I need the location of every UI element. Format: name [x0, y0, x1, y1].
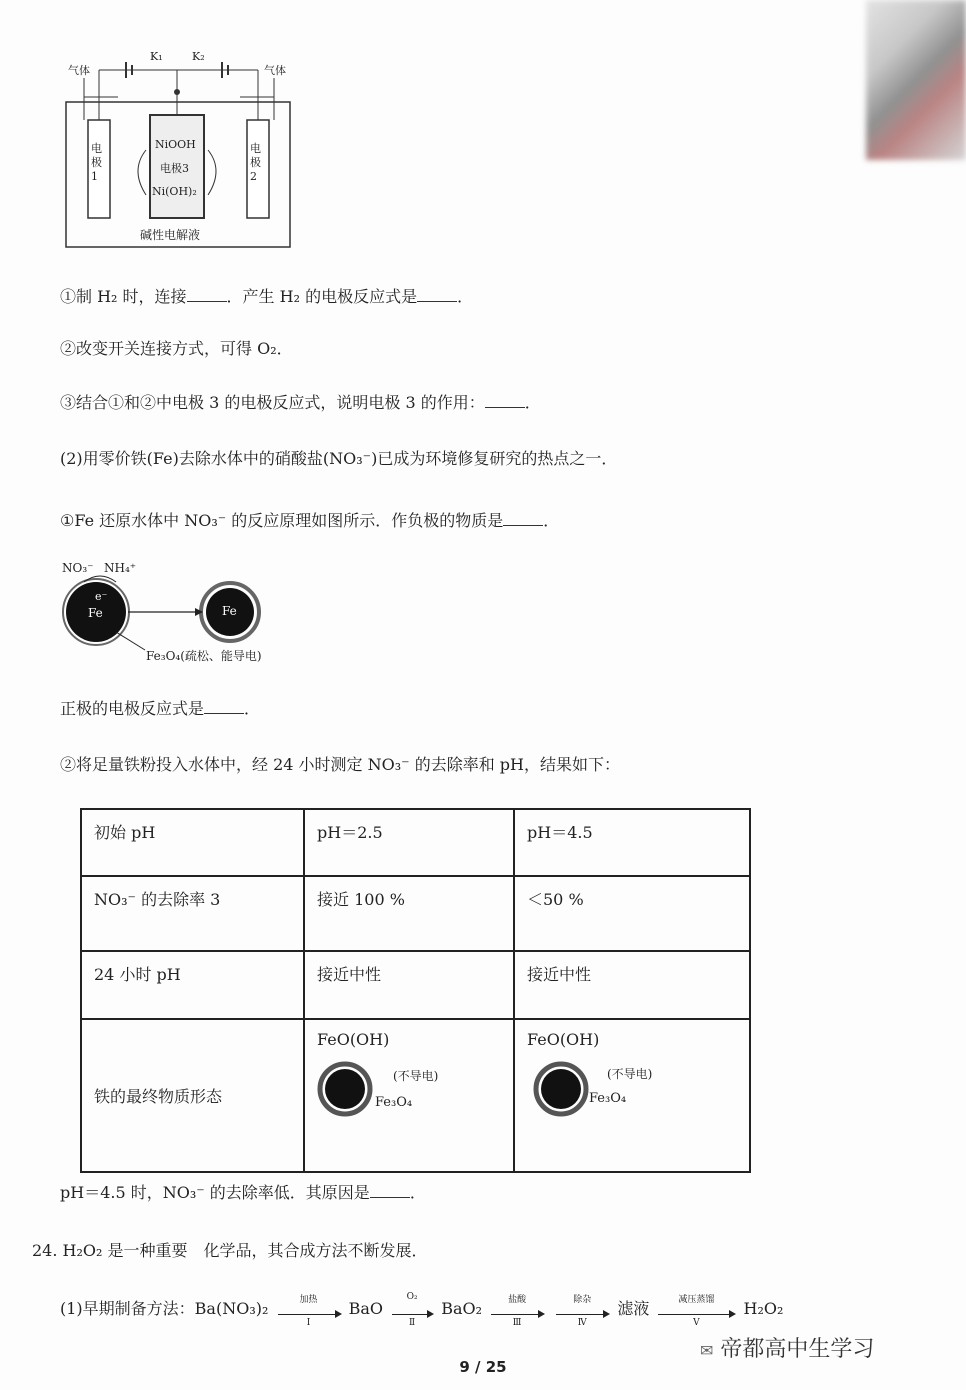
table-cell: 初始 pH	[81, 809, 304, 876]
non-conductive-label: (不导电)	[393, 1069, 439, 1083]
table-cell: 铁的最终物质形态	[81, 1019, 304, 1172]
fe-right-label: Fe	[222, 604, 237, 618]
early-method-equation: (1)早期制备方法：Ba(NO₃)₂ 加热 Ⅰ BaO O₂ Ⅱ BaO₂ 盐酸 Ⅲ 除杂 Ⅳ 滤液 减压蒸馏 Ⅴ H₂O₂	[60, 1292, 784, 1328]
electrode3-mid: 电极3	[160, 162, 189, 175]
table-cell	[304, 1019, 514, 1172]
question-1: ①制 H₂ 时，连接 ．产生 H₂ 的电极反应式是 ．	[60, 287, 474, 306]
question-3: ③结合①和②中电极 3 的电极反应式，说明电极 3 的作用： ．	[60, 393, 541, 412]
particle-diagram	[317, 1061, 377, 1121]
fe-left-label: Fe	[88, 606, 103, 620]
electrode2-label: 电极2	[250, 142, 261, 183]
feooh-label: FeO(OH)	[527, 1030, 600, 1049]
table-cell: 接近中性	[304, 951, 514, 1019]
blurred-thumbnail	[866, 0, 966, 160]
results-table	[80, 808, 751, 1173]
question-2: ②改变开关连接方式，可得 O₂．	[60, 339, 293, 358]
particle-diagram	[533, 1061, 593, 1121]
fe3o4-label: Fe₃O₄(疏松、能导电)	[146, 649, 262, 663]
table-cell: pH＝4.5	[514, 809, 750, 876]
gas-left-label: 气体	[68, 64, 90, 77]
page-number: 9 / 25	[459, 1358, 507, 1376]
nh4-label: NH₄⁺	[104, 561, 137, 575]
feooh-label: FeO(OH)	[317, 1030, 390, 1049]
k1-label: K₁	[150, 50, 163, 63]
question-24: 24. H₂O₂ 是一种重要 化学品，其合成方法不断发展．	[32, 1241, 428, 1260]
non-conductive-label: (不导电)	[607, 1067, 653, 1081]
table-cell: NO₃⁻ 的去除率 3	[81, 876, 304, 951]
wechat-icon: ✉	[700, 1341, 714, 1360]
watermark: ✉ 帝都高中生学习	[700, 1337, 875, 1362]
table-cell	[514, 1019, 750, 1172]
gas-right-label: 气体	[264, 64, 286, 77]
part-2-2: ②将足量铁粉投入水体中，经 24 小时测定 NO₃⁻ 的去除率和 pH，结果如下：	[60, 755, 620, 774]
fe3o4-cell-label: Fe₃O₄	[589, 1091, 627, 1106]
table-cell: 24 小时 pH	[81, 951, 304, 1019]
table-cell: 接近 100 %	[304, 876, 514, 951]
electrode3-top: NiOOH	[155, 138, 196, 151]
part-2-1: ①Fe 还原水体中 NO₃⁻ 的反应原理如图所示．作负极的物质是 ．	[60, 511, 560, 530]
electron-label: e⁻	[95, 590, 108, 603]
part-2-intro: (2)用零价铁(Fe)去除水体中的硝酸盐(NO₃⁻)已成为环境修复研究的热点之一．	[60, 449, 618, 468]
positive-electrode-question: 正极的电极反应式是 ．	[60, 699, 261, 718]
table-cell: pH＝2.5	[304, 809, 514, 876]
electrolyte-label: 碱性电解液	[140, 228, 201, 242]
electrode3-bot: Ni(OH)₂	[152, 185, 197, 198]
k2-label: K₂	[192, 50, 205, 63]
electrode1-label: 电极1	[91, 142, 102, 183]
no3-label: NO₃⁻	[62, 561, 94, 575]
low-removal-question: pH＝4.5 时，NO₃⁻ 的去除率低．其原因是 ．	[60, 1183, 426, 1202]
table-cell: 接近中性	[514, 951, 750, 1019]
fe3o4-cell-label: Fe₃O₄	[375, 1095, 413, 1110]
table-cell: ＜50 %	[514, 876, 750, 951]
